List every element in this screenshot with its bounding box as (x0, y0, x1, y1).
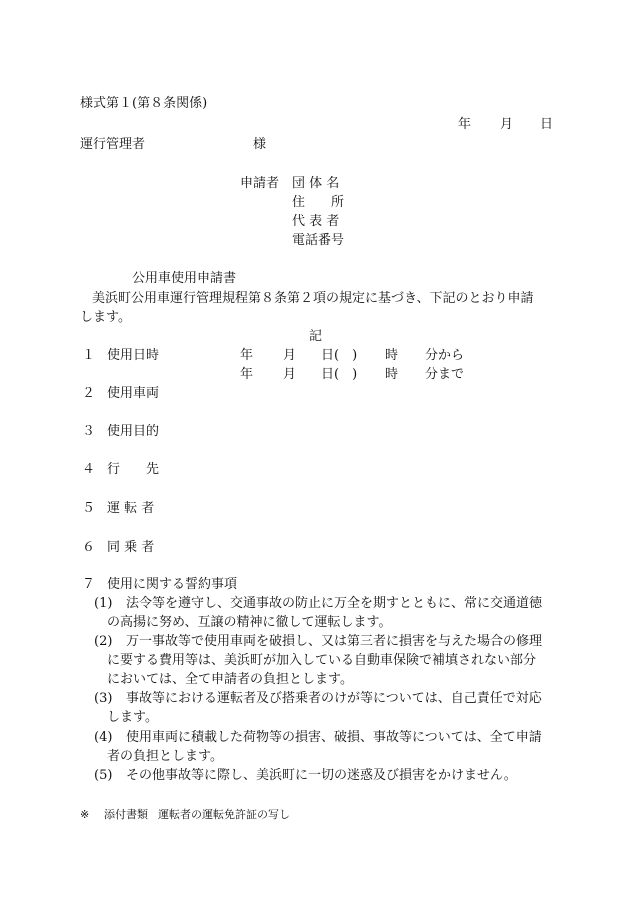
item-2-label: 使用車両 (107, 386, 160, 401)
document-title: 公用車使用申請書 (132, 271, 237, 286)
datetime-to-month: 月 (283, 367, 297, 382)
item-1-number: １ (82, 348, 96, 363)
pledge-1-number: (1) (94, 596, 113, 611)
pledge-5-number: (5) (94, 768, 113, 783)
datetime-from-hour: 時 (385, 348, 399, 363)
item-7-label: 使用に関する誓約事項 (107, 577, 238, 592)
datetime-to-year: 年 (240, 367, 254, 382)
applicant-representative: 代 表 者 (292, 214, 340, 229)
pledge-2-line-1: 万一事故等で使用車両を破損し、又は第三者に損害を与えた場合の修理 (126, 634, 543, 649)
date-year-label: 年 (458, 117, 472, 132)
datetime-to-hour: 時 (385, 367, 399, 382)
item-3-label: 使用目的 (107, 424, 160, 439)
datetime-from-year: 年 (240, 348, 254, 363)
ki-heading: 記 (309, 329, 323, 344)
pledge-1-line-2: の高揚に努め、互譲の精神に徹して運転します。 (107, 615, 392, 630)
item-5-number: ５ (82, 501, 96, 516)
date-month-label: 月 (500, 117, 514, 132)
datetime-to-day: 日( ) (321, 367, 358, 382)
item-2-number: ２ (82, 386, 96, 401)
datetime-from-month: 月 (283, 348, 297, 363)
date-line (0, 118, 630, 132)
applicant-org-name: 団 体 名 (292, 176, 340, 191)
datetime-row-from (0, 349, 630, 363)
item-7-number: ７ (82, 577, 96, 592)
pledge-4-number: (4) (94, 730, 113, 745)
addressee-honorific: 様 (253, 137, 267, 152)
pledge-2-line-3: においては、全て申請者の負担とします。 (107, 672, 353, 687)
applicant-phone: 電話番号 (292, 233, 345, 248)
item-4-label: 行 先 (107, 462, 160, 477)
datetime-row-to (0, 368, 630, 382)
attachment-note (0, 809, 630, 822)
intro-line-1: 美浜町公用車運行管理規程第８条第２項の規定に基づき、下記のとおり申請 (92, 291, 534, 306)
pledge-2-line-2: に要する費用等は、美浜町が加入している自動車保険で補填されない部分 (107, 653, 537, 668)
attachment-mark: ※ (80, 808, 90, 821)
datetime-from-day: 日( ) (321, 348, 358, 363)
pledge-3-line-1: 事故等における運転者及び搭乗者のけが等については、自己責任で対応 (126, 691, 542, 706)
pledge-3-number: (3) (94, 691, 113, 706)
form-number: 様式第１(第８条関係) (80, 96, 208, 111)
intro-line-2: します。 (80, 310, 131, 325)
pledge-2-number: (2) (94, 634, 113, 649)
item-5-label: 運 転 者 (107, 501, 155, 516)
addressee-title: 運行管理者 (80, 137, 146, 152)
pledge-5-line-1: その他事故等に際し、美浜町に一切の迷惑及び損害をかけません。 (126, 768, 517, 783)
item-6-number: ６ (82, 540, 96, 555)
item-1-label: 使用日時 (107, 348, 160, 363)
date-day-label: 日 (540, 117, 554, 132)
datetime-from-minute: 分から (425, 348, 465, 363)
attachment-label: 添付書類 (104, 808, 148, 821)
item-4-number: ４ (82, 462, 96, 477)
attachment-text: 運転者の運転免許証の写し (158, 808, 290, 821)
applicant-address: 住 所 (292, 195, 345, 210)
item-3-number: ３ (82, 424, 96, 439)
applicant-label: 申請者 (240, 176, 280, 191)
item-6-label: 同 乗 者 (107, 540, 155, 555)
pledge-4-line-1: 使用車両に積載した荷物等の損害、破損、事故等については、全て申請 (126, 730, 542, 745)
pledge-3-line-2: します。 (107, 710, 158, 725)
pledge-1-line-1: 法令等を遵守し、交通事故の防止に万全を期すとともに、常に交通道徳 (126, 596, 543, 611)
datetime-to-minute: 分まで (425, 367, 465, 382)
pledge-4-line-2: 者の負担とします。 (107, 749, 223, 764)
